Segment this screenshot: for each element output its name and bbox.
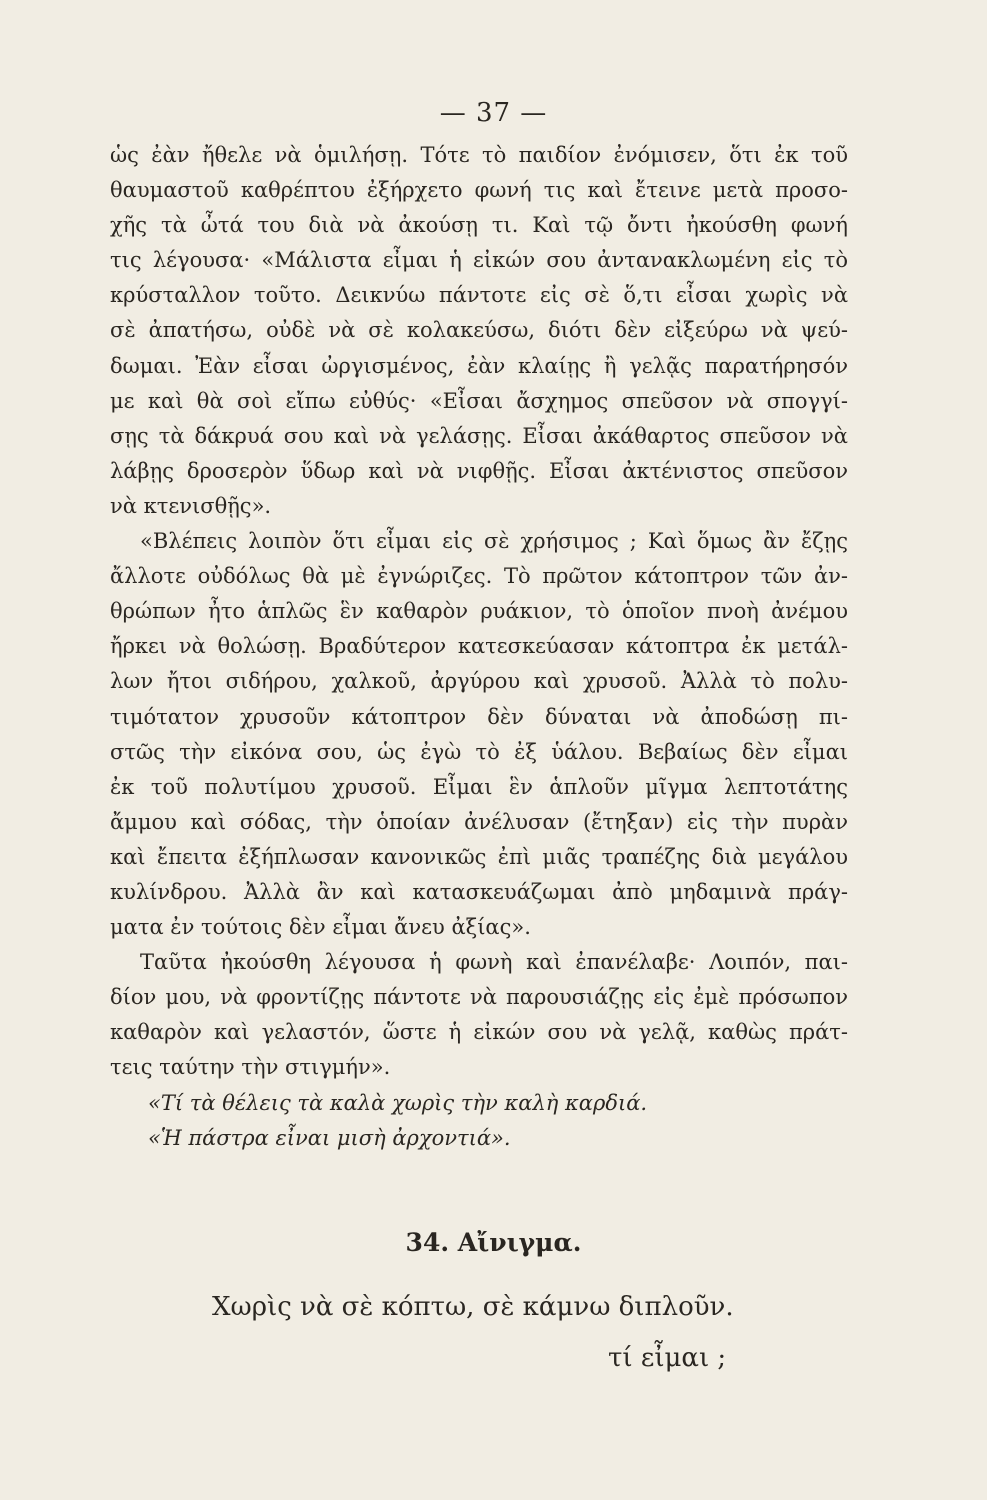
text-line: ἄλλοτε οὐδόλως θὰ μὲ ἐγνώριζες. Τὸ πρῶτον κάτοπτρον τῶν ἀν- [110, 564, 848, 589]
body-text [110, 138, 848, 1156]
text-line: ἐκ τοῦ πολυτίμου χρυσοῦ. Εἶμαι ἓν ἁπλοῦν μῖγμα λεπτοτάτης [110, 774, 848, 799]
text-line: ἄμμου καὶ σόδας, τὴν ὁποίαν ἀνέλυσαν (ἔτηξαν) εἰς τὴν πυρὰν [110, 809, 848, 834]
text-line: ματα ἐν τούτοις δὲν εἶμαι ἄνευ ἀξίας». [110, 915, 531, 940]
text-line: τεις ταύτην τὴν στιγμήν». [110, 1055, 391, 1080]
text-line: νὰ κτενισθῇς». [110, 493, 272, 518]
text-line: σῃς τὰ δάκρυά σου καὶ νὰ γελάσῃς. Εἶσαι ἀκάθαρτος σπεῦσον νὰ [110, 423, 848, 448]
text-line: σὲ ἀπατήσω, οὐδὲ νὰ σὲ κολακεύσω, διότι δὲν εἰξεύρω νὰ ψεύ- [110, 318, 848, 343]
text-line: κυλίνδρου. Ἀλλὰ ἂν καὶ κατασκευάζωμαι ἀπὸ μηδαμινὰ πράγ- [110, 879, 848, 904]
text-line: ὡς ἐὰν ἤθελε νὰ ὁμιλήσῃ. Τότε τὸ παιδίον ἐνόμισεν, ὅτι ἐκ τοῦ [110, 143, 848, 167]
text-line: δίον μου, νὰ φροντίζῃς πάντοτε νὰ παρουσιάζῃς εἰς ἐμὲ πρόσωπον [110, 985, 848, 1010]
text-line: κρύσταλλον τοῦτο. Δεικνύω πάντοτε εἰς σὲ ὅ,τι εἶσαι χωρὶς νὰ [110, 283, 848, 308]
riddle-line-1: Χωρὶς νὰ σὲ κόπτω, σὲ κάμνω διπλοῦν. [212, 1292, 734, 1322]
proverb-line: «Τί τὰ θέλεις τὰ καλὰ χωρὶς τὴν καλὴ καρδιά. [148, 1090, 648, 1115]
text-line: τις λέγουσα· «Μάλιστα εἶμαι ἡ εἰκών σου ἀντανακλωμένη εἰς τὸ [110, 248, 848, 273]
proverb-line: «Ἡ πάστρα εἶναι μισὴ ἀρχοντιά». [148, 1125, 511, 1150]
text-line: θρώπων ἦτο ἁπλῶς ἓν καθαρὸν ρυάκιον, τὸ ὁποῖον πνοὴ ἀνέμου [110, 599, 848, 624]
text-line: λων ἤτοι σιδήρου, χαλκοῦ, ἀργύρου καὶ χρυσοῦ. Ἀλλὰ τὸ πολυ- [110, 669, 848, 694]
text-line: λάβῃς δροσερὸν ὕδωρ καὶ νὰ νιφθῇς. Εἶσαι ἀκτένιστος σπεῦσον [110, 458, 848, 483]
text-line: χῆς τὰ ὦτά του διὰ νὰ ἀκούσῃ τι. Καὶ τῷ ὄντι ἠκούσθη φωνή [110, 213, 848, 238]
section-title: 34. Αἴνιγμα. [405, 1228, 582, 1257]
text-line: με καὶ θὰ σοὶ εἴπω εὐθύς· «Εἶσαι ἄσχημος σπεῦσον νὰ σπογγί- [110, 388, 848, 413]
riddle-line-2: τί εἶμαι ; [608, 1343, 727, 1373]
text-line: καὶ ἔπειτα ἐξήπλωσαν κανονικῶς ἐπὶ μιᾶς τραπέζης διὰ μεγάλου [110, 844, 848, 869]
text-line: ἤρκει νὰ θολώσῃ. Βραδύτερον κατεσκεύασαν κάτοπτρα ἐκ μετάλ- [110, 634, 848, 659]
text-line: στῶς τὴν εἰκόνα σου, ὡς ἐγὼ τὸ ἐξ ὑάλου. Βεβαίως δὲν εἶμαι [110, 739, 848, 764]
text-line: καθαρὸν καὶ γελαστόν, ὥστε ἡ εἰκών σου νὰ γελᾷ, καθὼς πράτ- [110, 1020, 848, 1045]
text-line: τιμότατον χρυσοῦν κάτοπτρον δὲν δύναται νὰ ἀποδώσῃ πι- [110, 704, 848, 729]
text-line: Ταῦτα ἠκούσθη λέγουσα ἡ φωνὴ καὶ ἐπανέλαβε· Λοιπόν, παι- [140, 950, 848, 975]
text-line: «Βλέπεις λοιπὸν ὅτι εἶμαι εἰς σὲ χρήσιμος ; Καὶ ὅμως ἂν ἔζῃς [140, 529, 848, 554]
page-number: — 37 — [439, 98, 548, 128]
text-line: δωμαι. Ἐὰν εἶσαι ὠργισμένος, ἐὰν κλαίῃς ἢ γελᾷς παρατήρησόν [110, 353, 848, 378]
text-line: θαυμαστοῦ καθρέπτου ἐξήρχετο φωνή τις καὶ ἔτεινε μετὰ προσο- [110, 178, 848, 203]
